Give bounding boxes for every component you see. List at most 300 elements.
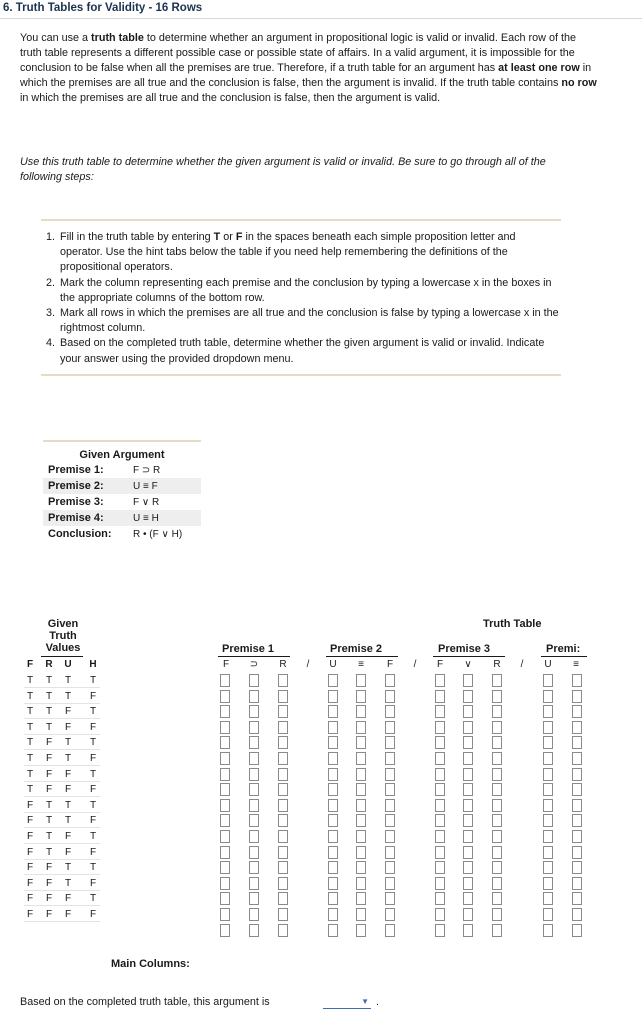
truth-value-input[interactable] bbox=[356, 690, 366, 703]
intro-bold-no-row: no row bbox=[561, 77, 597, 89]
truth-value-input[interactable] bbox=[543, 814, 553, 827]
argument-label: Premise 3: bbox=[48, 496, 104, 508]
truth-value-input[interactable] bbox=[249, 892, 259, 905]
steps-box bbox=[41, 219, 561, 376]
main-column-input[interactable] bbox=[249, 924, 259, 937]
given-truth-value: T bbox=[26, 784, 34, 796]
argument-formula: R • (F ∨ H) bbox=[133, 528, 183, 540]
truth-value-input[interactable] bbox=[328, 908, 338, 921]
truth-value-input[interactable] bbox=[435, 892, 445, 905]
truth-value-input[interactable] bbox=[543, 783, 553, 796]
given-truth-value: F bbox=[45, 862, 53, 874]
given-truth-value: F bbox=[45, 737, 53, 749]
chevron-down-icon: ▼ bbox=[361, 997, 369, 1006]
truth-value-input[interactable] bbox=[385, 814, 395, 827]
truth-value-input[interactable] bbox=[328, 674, 338, 687]
truth-value-input[interactable] bbox=[572, 768, 582, 781]
argument-row bbox=[43, 478, 201, 494]
truth-value-input[interactable] bbox=[572, 830, 582, 843]
given-truth-value: F bbox=[89, 721, 97, 733]
row-divider bbox=[24, 921, 100, 922]
truth-value-input[interactable] bbox=[356, 861, 366, 874]
row-divider bbox=[24, 734, 100, 735]
truth-value-input[interactable] bbox=[220, 846, 230, 859]
truth-value-input[interactable] bbox=[356, 721, 366, 734]
truth-value-input[interactable] bbox=[385, 877, 395, 890]
instruction-prompt: Use this truth table to determine whether the given argument is valid or invalid. Be sure to go through all of the following steps: bbox=[20, 156, 546, 183]
given-truth-value: F bbox=[89, 784, 97, 796]
truth-value-input[interactable] bbox=[463, 690, 473, 703]
truth-value-input[interactable] bbox=[492, 830, 502, 843]
given-truth-value: T bbox=[89, 706, 97, 718]
truth-value-input[interactable] bbox=[328, 690, 338, 703]
truth-value-input[interactable] bbox=[278, 768, 288, 781]
intro-text-4: in which the premises are all true and the conclusion is false, then the argument is valid. bbox=[20, 92, 441, 104]
truth-value-input[interactable] bbox=[278, 752, 288, 765]
given-letter-R: R bbox=[45, 659, 53, 670]
truth-value-input[interactable] bbox=[278, 690, 288, 703]
truth-value-input[interactable] bbox=[278, 674, 288, 687]
truth-value-input[interactable] bbox=[463, 768, 473, 781]
given-truth-value: F bbox=[45, 877, 53, 889]
truth-value-input[interactable] bbox=[249, 908, 259, 921]
truth-value-input[interactable] bbox=[572, 721, 582, 734]
truth-value-input[interactable] bbox=[220, 721, 230, 734]
given-truth-value: T bbox=[64, 675, 72, 686]
given-values-heading: Given Truth Values bbox=[45, 618, 81, 654]
truth-value-input[interactable] bbox=[220, 877, 230, 890]
truth-value-input[interactable] bbox=[492, 892, 502, 905]
truth-value-input[interactable] bbox=[492, 861, 502, 874]
given-truth-value: F bbox=[64, 831, 72, 842]
truth-value-input[interactable] bbox=[278, 908, 288, 921]
truth-value-input[interactable] bbox=[463, 908, 473, 921]
step-1 bbox=[58, 230, 561, 276]
argument-formula: U ≡ H bbox=[133, 512, 159, 524]
truth-value-input[interactable] bbox=[249, 690, 259, 703]
truth-value-input[interactable] bbox=[328, 721, 338, 734]
intro-bold-truth-table: truth table bbox=[91, 32, 144, 44]
truth-value-input[interactable] bbox=[385, 736, 395, 749]
truth-value-input[interactable] bbox=[463, 877, 473, 890]
truth-value-input[interactable] bbox=[543, 752, 553, 765]
step-1-text-b: in the spaces beneath each simple proposition letter and operator. Use the hint tabs below the table if you need help remembering the definitions of the propositional operators. bbox=[60, 231, 516, 274]
truth-value-input[interactable] bbox=[249, 705, 259, 718]
truth-value-input[interactable] bbox=[220, 736, 230, 749]
truth-value-input[interactable] bbox=[385, 799, 395, 812]
truth-value-input[interactable] bbox=[492, 736, 502, 749]
truth-value-input[interactable] bbox=[385, 908, 395, 921]
given-truth-value: F bbox=[64, 784, 72, 796]
main-column-input[interactable] bbox=[463, 924, 473, 937]
truth-value-input[interactable] bbox=[356, 877, 366, 890]
step-1-T: T bbox=[213, 231, 221, 243]
truth-value-input[interactable] bbox=[435, 705, 445, 718]
main-column-input[interactable] bbox=[435, 924, 445, 937]
truth-value-input[interactable] bbox=[385, 752, 395, 765]
truth-value-input[interactable] bbox=[328, 830, 338, 843]
step-4: 4. Based on the completed truth table, determine whether the given argument is valid or invalid. Indicate your answer using the provided dropdown menu. bbox=[58, 336, 561, 366]
step-3: 3. Mark all rows in which the premises are all true and the conclusion is false by typing a lowercase x in the rightmost column. bbox=[58, 306, 561, 336]
truth-value-input[interactable] bbox=[385, 690, 395, 703]
step-2: 2. Mark the column representing each premise and the conclusion by typing a lowercase x in the boxes in the appropriate columns of the bottom row. bbox=[58, 276, 561, 306]
argument-row bbox=[43, 526, 201, 542]
given-truth-value: F bbox=[89, 690, 97, 702]
given-truth-value: F bbox=[45, 768, 53, 780]
truth-value-input[interactable] bbox=[220, 814, 230, 827]
col-header: ⊃ bbox=[249, 659, 259, 670]
truth-value-input[interactable] bbox=[463, 846, 473, 859]
truth-table-title: Truth Table bbox=[483, 618, 542, 630]
truth-value-input[interactable] bbox=[220, 908, 230, 921]
given-truth-value: T bbox=[89, 799, 97, 811]
given-truth-value: F bbox=[26, 862, 34, 874]
truth-value-input[interactable] bbox=[220, 768, 230, 781]
truth-value-input[interactable] bbox=[572, 736, 582, 749]
row-divider bbox=[24, 718, 100, 719]
main-column-input[interactable] bbox=[572, 924, 582, 937]
truth-value-input[interactable] bbox=[572, 705, 582, 718]
truth-value-input[interactable] bbox=[220, 705, 230, 718]
given-truth-value: T bbox=[26, 753, 34, 764]
truth-value-input[interactable] bbox=[543, 861, 553, 874]
row-divider bbox=[24, 781, 100, 782]
given-letter-H: H bbox=[89, 659, 97, 670]
truth-value-input[interactable] bbox=[356, 908, 366, 921]
row-divider bbox=[24, 765, 100, 766]
truth-value-input[interactable] bbox=[492, 690, 502, 703]
truth-value-input[interactable] bbox=[249, 814, 259, 827]
truth-value-input[interactable] bbox=[278, 783, 288, 796]
truth-value-input[interactable] bbox=[278, 846, 288, 859]
truth-value-input[interactable] bbox=[492, 705, 502, 718]
col-header: F bbox=[222, 659, 230, 670]
col-header: F bbox=[386, 659, 394, 670]
truth-value-input[interactable] bbox=[249, 830, 259, 843]
truth-value-input[interactable] bbox=[385, 783, 395, 796]
col-header: R bbox=[279, 659, 287, 670]
given-truth-value: T bbox=[64, 862, 72, 874]
truth-value-input[interactable] bbox=[543, 768, 553, 781]
given-truth-value: T bbox=[89, 893, 97, 905]
truth-value-input[interactable] bbox=[463, 814, 473, 827]
truth-value-input[interactable] bbox=[543, 830, 553, 843]
given-letter-F: F bbox=[26, 659, 34, 670]
truth-value-input[interactable] bbox=[543, 705, 553, 718]
given-argument-box bbox=[43, 440, 201, 542]
truth-value-input[interactable] bbox=[385, 861, 395, 874]
given-truth-value: F bbox=[64, 909, 72, 920]
given-truth-value: F bbox=[26, 877, 34, 889]
given-truth-value: T bbox=[45, 706, 53, 718]
argument-formula: F ⊃ R bbox=[133, 464, 161, 476]
truth-value-input[interactable] bbox=[435, 830, 445, 843]
truth-value-input[interactable] bbox=[356, 674, 366, 687]
truth-value-input[interactable] bbox=[249, 736, 259, 749]
steps-list bbox=[41, 230, 561, 367]
truth-value-input[interactable] bbox=[435, 908, 445, 921]
given-truth-value: T bbox=[89, 675, 97, 686]
row-divider bbox=[24, 843, 100, 844]
given-values-underline bbox=[41, 656, 83, 657]
truth-value-input[interactable] bbox=[356, 752, 366, 765]
given-truth-value: F bbox=[45, 784, 53, 796]
truth-value-input[interactable] bbox=[435, 768, 445, 781]
truth-value-input[interactable] bbox=[463, 705, 473, 718]
truth-value-input[interactable] bbox=[356, 830, 366, 843]
truth-value-input[interactable] bbox=[328, 861, 338, 874]
given-truth-value: T bbox=[64, 799, 72, 811]
truth-value-input[interactable] bbox=[220, 674, 230, 687]
truth-value-input[interactable] bbox=[435, 674, 445, 687]
truth-value-input[interactable] bbox=[435, 877, 445, 890]
given-truth-value: F bbox=[89, 877, 97, 889]
given-truth-value: F bbox=[45, 893, 53, 905]
given-truth-value: T bbox=[64, 815, 72, 827]
argument-label: Conclusion: bbox=[48, 528, 112, 540]
truth-value-input[interactable] bbox=[492, 846, 502, 859]
truth-value-input[interactable] bbox=[492, 752, 502, 765]
row-divider bbox=[24, 874, 100, 875]
truth-value-input[interactable] bbox=[492, 908, 502, 921]
main-column-input[interactable] bbox=[543, 924, 553, 937]
main-column-input[interactable] bbox=[328, 924, 338, 937]
truth-value-input[interactable] bbox=[249, 877, 259, 890]
truth-value-input[interactable] bbox=[328, 846, 338, 859]
truth-value-input[interactable] bbox=[328, 814, 338, 827]
title-divider bbox=[0, 18, 642, 19]
premise-2-header: Premise 2 bbox=[330, 643, 382, 655]
truth-table bbox=[0, 610, 642, 980]
truth-value-input[interactable] bbox=[492, 877, 502, 890]
truth-value-input[interactable] bbox=[278, 721, 288, 734]
given-truth-value: T bbox=[45, 721, 53, 733]
truth-value-input[interactable] bbox=[356, 892, 366, 905]
truth-value-input[interactable] bbox=[492, 674, 502, 687]
truth-value-input[interactable] bbox=[492, 768, 502, 781]
truth-value-input[interactable] bbox=[572, 908, 582, 921]
truth-value-input[interactable] bbox=[328, 783, 338, 796]
intro-text-1: You can use a bbox=[20, 32, 92, 44]
truth-value-input[interactable] bbox=[543, 846, 553, 859]
row-divider bbox=[24, 812, 100, 813]
given-truth-value: T bbox=[26, 690, 34, 702]
truth-value-input[interactable] bbox=[328, 799, 338, 812]
truth-value-input[interactable] bbox=[356, 846, 366, 859]
truth-value-input[interactable] bbox=[463, 721, 473, 734]
truth-value-input[interactable] bbox=[278, 861, 288, 874]
truth-value-input[interactable] bbox=[249, 783, 259, 796]
truth-value-input[interactable] bbox=[492, 799, 502, 812]
truth-value-input[interactable] bbox=[249, 861, 259, 874]
truth-value-input[interactable] bbox=[278, 877, 288, 890]
truth-value-input[interactable] bbox=[249, 846, 259, 859]
truth-value-input[interactable] bbox=[328, 736, 338, 749]
validity-dropdown[interactable] bbox=[323, 994, 371, 1009]
truth-value-input[interactable] bbox=[543, 892, 553, 905]
given-truth-value: F bbox=[26, 799, 34, 811]
main-column-input[interactable] bbox=[385, 924, 395, 937]
answer-sentence: Based on the completed truth table, this argument is bbox=[20, 996, 270, 1008]
given-truth-value: T bbox=[45, 799, 53, 811]
truth-value-input[interactable] bbox=[220, 830, 230, 843]
truth-value-input[interactable] bbox=[385, 846, 395, 859]
truth-value-input[interactable] bbox=[572, 877, 582, 890]
given-truth-value: T bbox=[64, 877, 72, 889]
truth-value-input[interactable] bbox=[572, 783, 582, 796]
truth-value-input[interactable] bbox=[220, 861, 230, 874]
argument-row bbox=[43, 510, 201, 526]
truth-value-input[interactable] bbox=[278, 799, 288, 812]
truth-value-input[interactable] bbox=[249, 768, 259, 781]
truth-value-input[interactable] bbox=[435, 861, 445, 874]
truth-value-input[interactable] bbox=[543, 877, 553, 890]
intro-paragraph bbox=[20, 31, 600, 106]
col-header: ∨ bbox=[464, 659, 472, 670]
given-truth-value: F bbox=[64, 846, 72, 858]
truth-value-input[interactable] bbox=[492, 721, 502, 734]
argument-label: Premise 4: bbox=[48, 512, 104, 524]
truth-value-input[interactable] bbox=[543, 736, 553, 749]
truth-value-input[interactable] bbox=[328, 705, 338, 718]
truth-value-input[interactable] bbox=[463, 674, 473, 687]
truth-value-input[interactable] bbox=[572, 861, 582, 874]
given-truth-value: F bbox=[26, 893, 34, 905]
truth-value-input[interactable] bbox=[543, 674, 553, 687]
truth-value-input[interactable] bbox=[463, 892, 473, 905]
truth-value-input[interactable] bbox=[328, 768, 338, 781]
row-divider bbox=[24, 703, 100, 704]
truth-value-input[interactable] bbox=[435, 736, 445, 749]
truth-value-input[interactable] bbox=[543, 799, 553, 812]
truth-value-input[interactable] bbox=[356, 799, 366, 812]
main-column-input[interactable] bbox=[278, 924, 288, 937]
premise-4-header: Premi: bbox=[546, 643, 581, 655]
given-truth-value: F bbox=[89, 815, 97, 827]
truth-value-input[interactable] bbox=[278, 705, 288, 718]
given-truth-value: F bbox=[26, 909, 34, 920]
given-truth-value: T bbox=[45, 831, 53, 842]
truth-value-input[interactable] bbox=[249, 674, 259, 687]
truth-value-input[interactable] bbox=[385, 721, 395, 734]
truth-value-input[interactable] bbox=[492, 783, 502, 796]
truth-value-input[interactable] bbox=[492, 814, 502, 827]
truth-value-input[interactable] bbox=[435, 752, 445, 765]
col-header: R bbox=[493, 659, 501, 670]
truth-value-input[interactable] bbox=[463, 799, 473, 812]
truth-value-input[interactable] bbox=[572, 799, 582, 812]
col-header: ≡ bbox=[358, 659, 364, 670]
premise-1-underline bbox=[218, 656, 290, 657]
truth-value-input[interactable] bbox=[356, 736, 366, 749]
truth-value-input[interactable] bbox=[572, 752, 582, 765]
row-divider bbox=[24, 687, 100, 688]
truth-value-input[interactable] bbox=[435, 721, 445, 734]
truth-value-input[interactable] bbox=[463, 783, 473, 796]
main-column-input[interactable] bbox=[356, 924, 366, 937]
truth-value-input[interactable] bbox=[220, 783, 230, 796]
page-title: 6. Truth Tables for Validity - 16 Rows bbox=[3, 2, 203, 14]
truth-value-input[interactable] bbox=[328, 877, 338, 890]
truth-value-input[interactable] bbox=[463, 752, 473, 765]
given-truth-value: F bbox=[89, 846, 97, 858]
step-1-F: F bbox=[235, 231, 243, 243]
truth-value-input[interactable] bbox=[220, 799, 230, 812]
truth-value-input[interactable] bbox=[356, 814, 366, 827]
truth-value-input[interactable] bbox=[356, 783, 366, 796]
main-column-input[interactable] bbox=[220, 924, 230, 937]
given-truth-value: F bbox=[45, 909, 53, 920]
truth-value-input[interactable] bbox=[328, 892, 338, 905]
given-truth-value: F bbox=[89, 753, 97, 764]
truth-value-input[interactable] bbox=[463, 830, 473, 843]
truth-value-input[interactable] bbox=[572, 674, 582, 687]
truth-value-input[interactable] bbox=[435, 846, 445, 859]
truth-value-input[interactable] bbox=[435, 783, 445, 796]
truth-value-input[interactable] bbox=[572, 814, 582, 827]
truth-value-input[interactable] bbox=[385, 674, 395, 687]
given-truth-value: T bbox=[45, 846, 53, 858]
truth-value-input[interactable] bbox=[356, 705, 366, 718]
row-divider bbox=[24, 796, 100, 797]
truth-value-input[interactable] bbox=[278, 892, 288, 905]
truth-value-input[interactable] bbox=[220, 752, 230, 765]
given-truth-value: T bbox=[26, 706, 34, 718]
given-truth-value: T bbox=[45, 675, 53, 686]
main-column-input[interactable] bbox=[492, 924, 502, 937]
truth-value-input[interactable] bbox=[249, 752, 259, 765]
truth-value-input[interactable] bbox=[328, 752, 338, 765]
truth-value-input[interactable] bbox=[572, 892, 582, 905]
col-separator: / bbox=[413, 659, 417, 670]
truth-value-input[interactable] bbox=[278, 736, 288, 749]
truth-value-input[interactable] bbox=[543, 721, 553, 734]
given-truth-value: F bbox=[26, 831, 34, 842]
argument-label: Premise 1: bbox=[48, 464, 104, 476]
given-truth-value: T bbox=[45, 690, 53, 702]
step-1-text-a: Fill in the truth table by entering bbox=[60, 231, 214, 243]
col-separator: / bbox=[306, 659, 310, 670]
given-truth-value: F bbox=[64, 706, 72, 718]
truth-value-input[interactable] bbox=[278, 814, 288, 827]
truth-value-input[interactable] bbox=[249, 721, 259, 734]
truth-value-input[interactable] bbox=[572, 690, 582, 703]
truth-value-input[interactable] bbox=[220, 892, 230, 905]
premise-3-underline bbox=[433, 656, 505, 657]
given-letter-U: U bbox=[64, 659, 72, 670]
given-truth-value: F bbox=[26, 815, 34, 827]
truth-value-input[interactable] bbox=[543, 908, 553, 921]
row-divider bbox=[24, 827, 100, 828]
truth-value-input[interactable] bbox=[463, 861, 473, 874]
truth-value-input[interactable] bbox=[572, 846, 582, 859]
truth-value-input[interactable] bbox=[220, 690, 230, 703]
truth-value-input[interactable] bbox=[385, 768, 395, 781]
truth-value-input[interactable] bbox=[435, 690, 445, 703]
argument-formula: U ≡ F bbox=[133, 480, 158, 492]
step-1-or: or bbox=[220, 231, 236, 243]
truth-value-input[interactable] bbox=[249, 799, 259, 812]
truth-value-input[interactable] bbox=[385, 892, 395, 905]
truth-value-input[interactable] bbox=[385, 705, 395, 718]
truth-value-input[interactable] bbox=[463, 736, 473, 749]
truth-value-input[interactable] bbox=[435, 814, 445, 827]
truth-value-input[interactable] bbox=[385, 830, 395, 843]
truth-value-input[interactable] bbox=[278, 830, 288, 843]
truth-value-input[interactable] bbox=[435, 799, 445, 812]
truth-value-input[interactable] bbox=[356, 768, 366, 781]
truth-value-input[interactable] bbox=[543, 690, 553, 703]
